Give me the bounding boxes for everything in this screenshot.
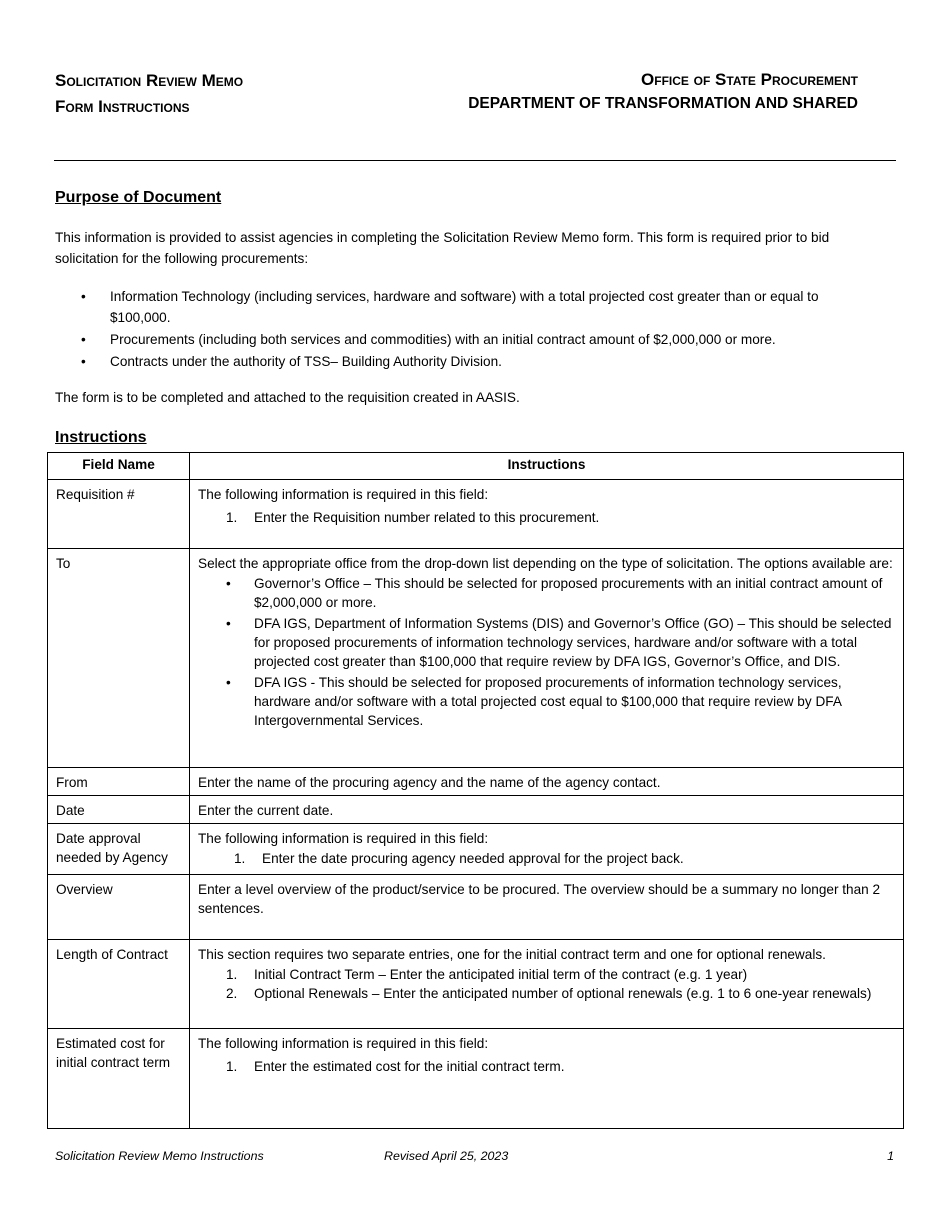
table-row <box>48 480 904 549</box>
instruction-text: The following information is required in this field: <box>198 831 489 846</box>
instruction-text: The following information is required in this field: <box>198 1036 489 1051</box>
instruction-text: This section requires two separate entries, one for the initial contract term and one for optional renewals. <box>198 947 826 962</box>
instruction-text: The following information is required in this field: <box>198 487 489 502</box>
header-divider <box>54 160 896 161</box>
column-header-field-name: Field Name <box>48 453 190 480</box>
list-number: 1. <box>226 1059 238 1074</box>
table-row <box>48 1029 904 1129</box>
document-header-left <box>55 68 243 120</box>
numbered-list <box>198 849 895 868</box>
list-item <box>198 965 895 984</box>
list-item: • DFA IGS, Department of Information Systems (DIS) and Governor’s Office (GO) – This should be selected for proposed procurements of information technology services, hardware and/or software with a total projected cost greater than $100,000 that require review by DFA IGS, Governor’s Office, and DIS. <box>198 614 895 671</box>
field-name-cell: Requisition # <box>48 480 190 549</box>
list-number: 2. <box>226 986 238 1001</box>
list-item-text: Enter the date procuring agency needed approval for the project back. <box>262 851 684 866</box>
bullet-list <box>198 574 895 730</box>
column-header-instructions: Instructions <box>190 453 904 480</box>
list-item <box>198 1057 895 1076</box>
table-row <box>48 824 904 875</box>
department-name: DEPARTMENT OF TRANSFORMATION AND SHARED <box>468 95 858 112</box>
instruction-text: Select the appropriate office from the drop-down list depending on the type of solicitation. The options available are: <box>198 556 893 571</box>
list-item-text: Enter the Requisition number related to this procurement. <box>254 510 600 525</box>
list-item: • Information Technology (including services, hardware and software) with a total projected cost greater than or equal to $100,000. <box>55 286 875 328</box>
list-number: 1. <box>226 967 238 982</box>
field-name-cell: Date <box>48 796 190 824</box>
list-item: • Procurements (including both services and commodities) with an initial contract amount of $2,000,000 or more. <box>55 329 875 350</box>
footer-revised-date: Revised April 25, 2023 <box>384 1149 509 1163</box>
instruction-cell <box>190 549 904 768</box>
table-row <box>48 796 904 824</box>
instruction-cell: Enter the name of the procuring agency and the name of the agency contact. <box>190 768 904 796</box>
list-number: 1. <box>234 851 246 866</box>
purpose-bullet-list <box>55 286 875 373</box>
field-name-cell: Estimated cost for initial contract term <box>48 1029 190 1129</box>
list-item-text: Initial Contract Term – Enter the anticipated initial term of the contract (e.g. 1 year) <box>254 967 748 982</box>
instructions-heading: Instructions <box>55 429 147 446</box>
table-row <box>48 940 904 1029</box>
instruction-cell <box>190 824 904 875</box>
list-item: • Governor’s Office – This should be selected for proposed procurements with an initial contract amount of $2,000,000 or more. <box>198 574 895 612</box>
instruction-cell: Enter a level overview of the product/service to be procured. The overview should be a summary no longer than 2 sentences. <box>190 875 904 940</box>
table-header-row <box>48 453 904 480</box>
office-name: Office of State Procurement <box>641 70 858 89</box>
page-number: 1 <box>887 1149 894 1163</box>
table-row <box>48 875 904 940</box>
instruction-cell <box>190 480 904 549</box>
instruction-cell <box>190 940 904 1029</box>
instructions-table <box>47 452 904 1129</box>
field-name-cell: Length of Contract <box>48 940 190 1029</box>
list-number: 1. <box>226 510 238 525</box>
list-item <box>198 849 895 868</box>
field-name-cell: From <box>48 768 190 796</box>
field-name-cell: Date approval needed by Agency <box>48 824 190 875</box>
list-item-text: Optional Renewals – Enter the anticipated number of optional renewals (e.g. 1 to 6 one-year renewals) <box>254 986 872 1001</box>
list-item <box>198 508 895 527</box>
numbered-list <box>198 1057 895 1076</box>
purpose-intro: This information is provided to assist agencies in completing the Solicitation Review Memo form. This form is required prior to bid solicitation for the following procurements: <box>55 230 830 266</box>
numbered-list <box>198 965 895 1003</box>
instruction-cell: Enter the current date. <box>190 796 904 824</box>
table-row <box>48 768 904 796</box>
list-item-text: Enter the estimated cost for the initial contract term. <box>254 1059 565 1074</box>
document-subtitle: Form Instructions <box>55 97 190 116</box>
numbered-list <box>198 508 895 527</box>
purpose-closing: The form is to be completed and attached to the requisition created in AASIS. <box>55 390 520 405</box>
list-item: • DFA IGS - This should be selected for proposed procurements of information technology services, hardware and/or software with a total projected cost equal to $100,000 that require review by DFA Intergovernmental Services. <box>198 673 895 730</box>
list-item: • Contracts under the authority of TSS– Building Authority Division. <box>55 351 875 372</box>
footer-title: Solicitation Review Memo Instructions <box>55 1149 264 1163</box>
field-name-cell: To <box>48 549 190 768</box>
document-header-right <box>468 68 858 116</box>
purpose-heading: Purpose of Document <box>55 189 222 206</box>
instruction-cell <box>190 1029 904 1129</box>
document-title: Solicitation Review Memo <box>55 71 244 90</box>
field-name-cell: Overview <box>48 875 190 940</box>
list-item <box>198 984 895 1003</box>
table-row <box>48 549 904 768</box>
